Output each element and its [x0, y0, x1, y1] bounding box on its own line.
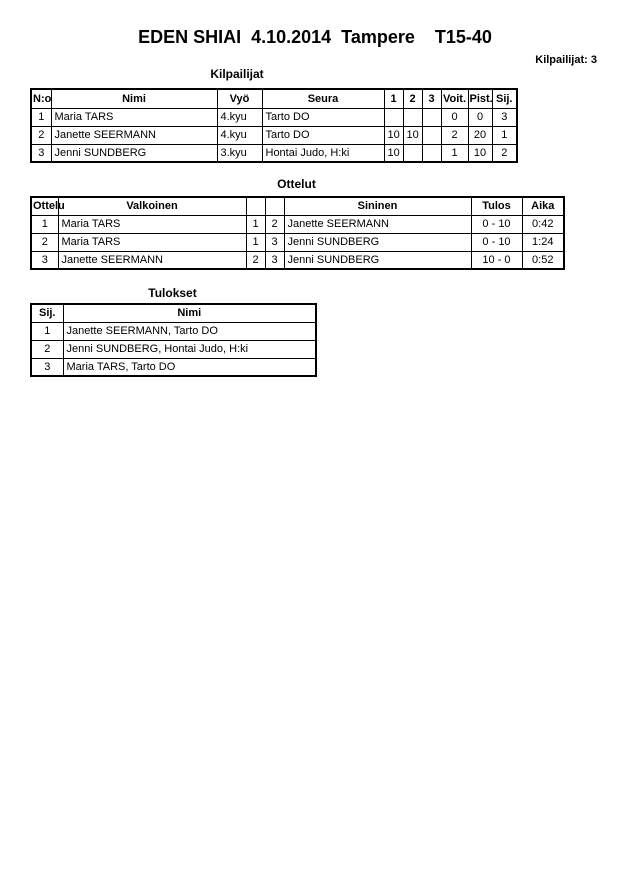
- col-header-valkoinen: Valkoinen: [58, 197, 246, 215]
- cell-nimi: Maria TARS: [51, 108, 217, 126]
- cell-sij: 1: [31, 322, 63, 340]
- cell-tulos: 0 - 10: [471, 233, 522, 251]
- cell-match-no: 2: [31, 233, 58, 251]
- table-row: [31, 358, 316, 376]
- col-header-seura: Seura: [262, 89, 384, 108]
- ottelut-header-row: [31, 197, 564, 215]
- cell-nimi: Jenni SUNDBERG: [51, 144, 217, 162]
- cell-r1: [384, 108, 403, 126]
- cell-valkoinen: Janette SEERMANN: [58, 251, 246, 269]
- cell-aika: 0:52: [522, 251, 564, 269]
- table-row: [31, 251, 564, 269]
- table-row: [31, 215, 564, 233]
- cell-nimi: Janette SEERMANN: [51, 126, 217, 144]
- cell-sij: 2: [31, 340, 63, 358]
- cell-no: 1: [31, 108, 51, 126]
- cell-blue-num: 3: [265, 251, 284, 269]
- competitors-count-label: Kilpailijat: 3: [535, 54, 597, 66]
- cell-r3: [422, 144, 441, 162]
- col-header-tulos: Tulos: [471, 197, 522, 215]
- kilpailijat-table: [30, 88, 518, 163]
- table-row: [31, 126, 517, 144]
- cell-sij: 2: [492, 144, 517, 162]
- col-header-ottelu: Ottelu: [31, 197, 58, 215]
- cell-aika: 1:24: [522, 233, 564, 251]
- cell-sininen: Jenni SUNDBERG: [284, 251, 471, 269]
- col-header-no: N:o: [31, 89, 51, 108]
- cell-r2: [403, 144, 422, 162]
- cell-vyo: 3.kyu: [217, 144, 262, 162]
- cell-no: 3: [31, 144, 51, 162]
- cell-sij: 3: [31, 358, 63, 376]
- col-header-1: 1: [384, 89, 403, 108]
- cell-tulos: 0 - 10: [471, 215, 522, 233]
- cell-seura: Tarto DO: [262, 126, 384, 144]
- cell-no: 2: [31, 126, 51, 144]
- cell-voit: 1: [441, 144, 468, 162]
- col-header-sij: Sij.: [31, 304, 63, 322]
- cell-voit: 0: [441, 108, 468, 126]
- col-header-sininen: Sininen: [284, 197, 471, 215]
- cell-nimi: Jenni SUNDBERG, Hontai Judo, H:ki: [63, 340, 316, 358]
- ottelut-table: [30, 196, 565, 270]
- table-row: [31, 233, 564, 251]
- tulokset-table: [30, 303, 317, 377]
- col-header-white-num: [246, 197, 265, 215]
- col-header-nimi: Nimi: [63, 304, 316, 322]
- cell-seura: Hontai Judo, H:ki: [262, 144, 384, 162]
- cell-r2: [403, 108, 422, 126]
- cell-vyo: 4.kyu: [217, 126, 262, 144]
- cell-tulos: 10 - 0: [471, 251, 522, 269]
- kilpailijat-section-heading: Kilpailijat: [210, 67, 264, 81]
- cell-sininen: Jenni SUNDBERG: [284, 233, 471, 251]
- col-header-aika: Aika: [522, 197, 564, 215]
- cell-sij: 1: [492, 126, 517, 144]
- cell-vyo: 4.kyu: [217, 108, 262, 126]
- cell-pist: 0: [468, 108, 492, 126]
- cell-nimi: Maria TARS, Tarto DO: [63, 358, 316, 376]
- ottelut-section-heading: Ottelut: [277, 177, 316, 191]
- tulokset-section-heading: Tulokset: [148, 286, 197, 300]
- page-title: EDEN SHIAI 4.10.2014 Tampere T15-40: [138, 27, 492, 47]
- cell-r3: [422, 108, 441, 126]
- cell-voit: 2: [441, 126, 468, 144]
- cell-match-no: 1: [31, 215, 58, 233]
- col-header-vyo: Vyö: [217, 89, 262, 108]
- cell-pist: 10: [468, 144, 492, 162]
- cell-valkoinen: Maria TARS: [58, 233, 246, 251]
- col-header-3: 3: [422, 89, 441, 108]
- col-header-voit: Voit.: [441, 89, 468, 108]
- cell-white-num: 1: [246, 233, 265, 251]
- table-row: [31, 340, 316, 358]
- cell-match-no: 3: [31, 251, 58, 269]
- cell-r3: [422, 126, 441, 144]
- cell-sij: 3: [492, 108, 517, 126]
- cell-aika: 0:42: [522, 215, 564, 233]
- col-header-pist: Pist.: [468, 89, 492, 108]
- cell-white-num: 2: [246, 251, 265, 269]
- cell-r1: 10: [384, 126, 403, 144]
- tulokset-header-row: [31, 304, 316, 322]
- col-header-sij: Sij.: [492, 89, 517, 108]
- cell-valkoinen: Maria TARS: [58, 215, 246, 233]
- cell-blue-num: 2: [265, 215, 284, 233]
- col-header-nimi: Nimi: [51, 89, 217, 108]
- kilpailijat-header-row: [31, 89, 517, 108]
- col-header-blue-num: [265, 197, 284, 215]
- col-header-2: 2: [403, 89, 422, 108]
- table-row: [31, 144, 517, 162]
- cell-pist: 20: [468, 126, 492, 144]
- cell-r1: 10: [384, 144, 403, 162]
- table-row: [31, 108, 517, 126]
- cell-nimi: Janette SEERMANN, Tarto DO: [63, 322, 316, 340]
- cell-seura: Tarto DO: [262, 108, 384, 126]
- cell-sininen: Janette SEERMANN: [284, 215, 471, 233]
- cell-r2: 10: [403, 126, 422, 144]
- cell-white-num: 1: [246, 215, 265, 233]
- table-row: [31, 322, 316, 340]
- cell-blue-num: 3: [265, 233, 284, 251]
